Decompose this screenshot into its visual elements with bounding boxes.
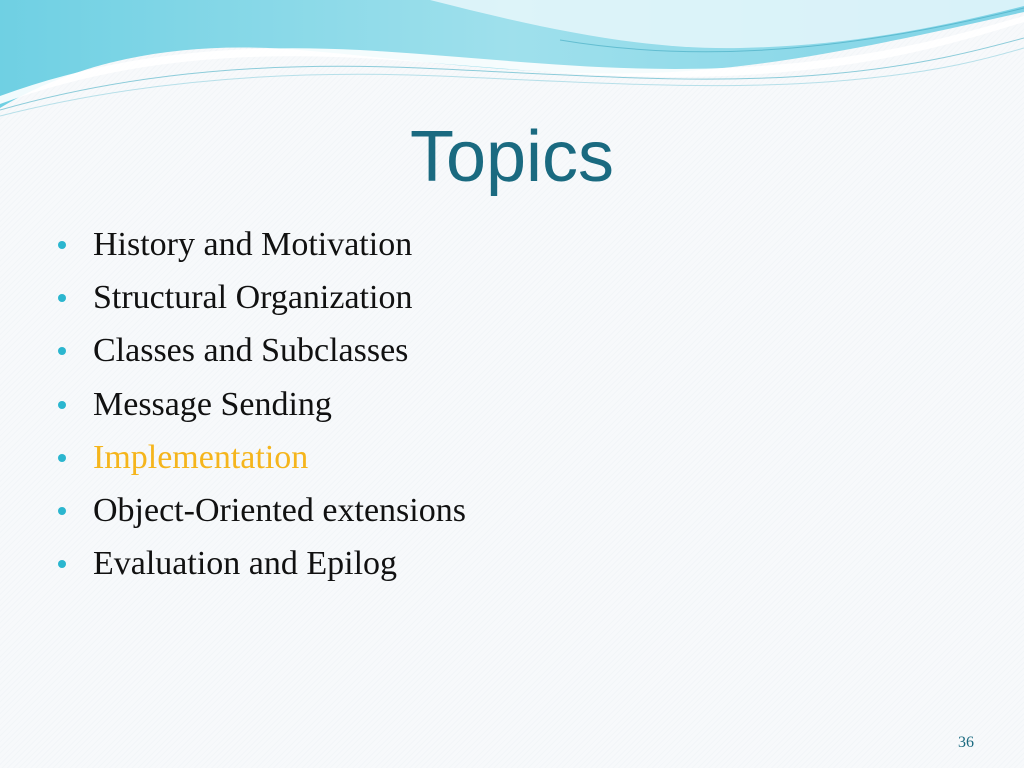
slide-title: Topics (409, 117, 615, 197)
topic-label: History and Motivation (93, 225, 413, 263)
bullet-dot-icon (58, 454, 66, 462)
slide-page-number: 36 (958, 734, 974, 751)
topic-item-evaluation (58, 538, 466, 591)
topic-list (58, 218, 466, 591)
bullet-dot-icon (58, 347, 66, 355)
decorative-wave-banner (0, 0, 1024, 130)
bullet-dot-icon (58, 294, 66, 302)
topic-item-structural (58, 271, 466, 324)
bullet-dot-icon (58, 401, 66, 409)
topic-label: Object-Oriented extensions (93, 492, 466, 530)
topic-item-history (58, 218, 466, 271)
topic-item-message (58, 378, 466, 431)
bullet-dot-icon (58, 560, 66, 568)
topic-label-highlighted: Implementation (93, 438, 309, 476)
topic-label: Structural Organization (93, 278, 413, 316)
bullet-dot-icon (58, 241, 66, 249)
topic-item-oo-extensions (58, 484, 466, 537)
topic-label: Message Sending (93, 385, 332, 423)
topic-item-implementation (58, 431, 466, 484)
bullet-dot-icon (58, 507, 66, 515)
topic-label: Classes and Subclasses (93, 332, 409, 370)
topic-item-classes (58, 325, 466, 378)
topic-label: Evaluation and Epilog (93, 545, 398, 583)
